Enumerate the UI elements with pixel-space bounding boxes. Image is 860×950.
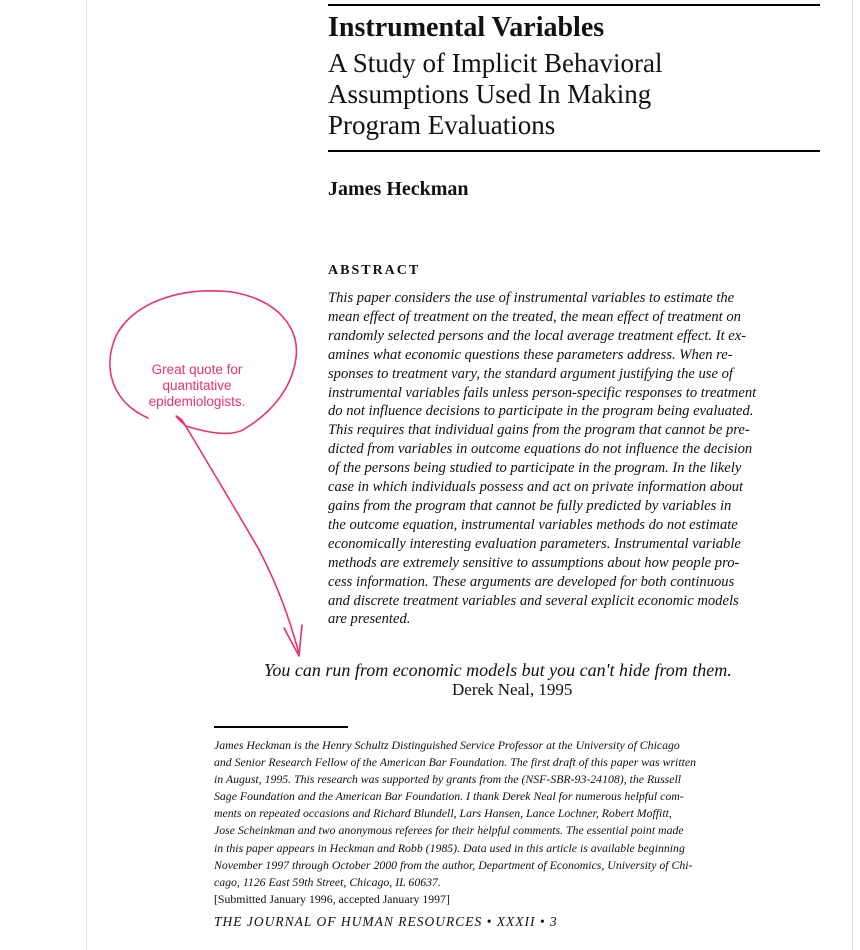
- note-line: Great quote for: [151, 362, 243, 377]
- subtitle-line: A Study of Implicit Behavioral: [328, 48, 663, 78]
- footnote-line: cago, 1126 East 59th Street, Chicago, IL 60637.: [214, 874, 441, 889]
- abstract-line: randomly selected persons and the local average treatment effect. It ex-: [328, 327, 747, 344]
- page-right-border: [852, 0, 853, 950]
- title-rule: [328, 150, 820, 152]
- abstract-line: and discrete treatment variables and several explicit economic models: [328, 592, 739, 609]
- footnote-line: Jose Scheinkman and two anonymous referees for their helpful comments. The essential point made: [214, 823, 684, 838]
- abstract-line: cess information. These arguments are developed for both continuous: [328, 573, 735, 590]
- footnote-line: Sage Foundation and the American Bar Foundation. I thank Derek Neal for numerous helpful com-: [214, 789, 684, 804]
- abstract-line: instrumental variables fails unless person-specific responses to treatment: [328, 384, 757, 401]
- submission-dates: [Submitted January 1996, accepted January 1997]: [214, 891, 450, 906]
- journal-footer: THE JOURNAL OF HUMAN RESOURCES • XXXII • 3: [214, 914, 558, 929]
- epigraph-attribution: Derek Neal, 1995: [452, 680, 573, 699]
- abstract-line: dicted from variables in outcome equations do not influence the decision: [328, 441, 753, 458]
- abstract-line: methods are extremely sensitive to assumptions about how people pro-: [328, 554, 740, 571]
- author-footnote: [214, 737, 834, 908]
- margin-note: [134, 362, 260, 410]
- abstract-line: of the persons being studied to participate in the program. In the likely: [328, 460, 742, 477]
- top-rule: [328, 4, 820, 6]
- abstract-line: the outcome equation, instrumental variables methods do not estimate: [328, 516, 738, 533]
- abstract-line: sponses to treatment vary, the standard argument justifying the use of: [328, 365, 733, 382]
- abstract-line: are presented.: [328, 611, 411, 628]
- abstract-line: case in which individuals possess and act on private information about: [328, 479, 744, 496]
- abstract-line: amines what economic questions these parameters address. When re-: [328, 346, 733, 363]
- footnote-rule: [214, 726, 348, 728]
- footnote-line: and Senior Research Fellow of the American Bar Foundation. The first draft of this paper was written: [214, 755, 697, 770]
- note-line: quantitative: [162, 378, 232, 393]
- abstract-line: This requires that individual gains from the program that cannot be pre-: [328, 422, 750, 439]
- paper-subtitle: [328, 48, 808, 141]
- abstract-line: mean effect of treatment on the treated, the mean effect of treatment on: [328, 308, 741, 325]
- epigraph-quote: You can run from economic models but you can't hide from them.: [264, 660, 732, 680]
- abstract-line: gains from the program that cannot be fully predicted by variables in: [328, 497, 732, 514]
- page-left-border: [86, 0, 87, 950]
- annotation-arrowhead: [284, 625, 302, 656]
- subtitle-line: Assumptions Used In Making: [328, 79, 652, 109]
- footnote-line: in this paper appears in Heckman and Robb (1985). Data used in this article is available beginning: [214, 840, 685, 855]
- abstract-text: [328, 289, 828, 629]
- abstract-heading: ABSTRACT: [328, 263, 421, 278]
- abstract-line: do not influence decisions to participate in the program being evaluated.: [328, 403, 754, 420]
- footnote-line: in August, 1995. This research was supported by grants from the (NSF-SBR-93-24108), the Russell: [214, 772, 682, 787]
- footnote-line: ments on repeated occasions and Richard Blundell, Lars Hansen, Lance Lochner, Robert Moffitt,: [214, 806, 672, 821]
- footnote-line: November 1997 through October 2000 from the author, Department of Economics, University of Chi-: [214, 857, 693, 872]
- author-name: James Heckman: [328, 178, 469, 200]
- annotation-arrow-line: [176, 416, 299, 654]
- abstract-line: This paper considers the use of instrumental variables to estimate the: [328, 290, 735, 306]
- note-line: epidemiologists.: [148, 394, 246, 409]
- subtitle-line: Program Evaluations: [328, 110, 556, 140]
- paper-title: Instrumental Variables: [328, 12, 605, 43]
- footnote-line: James Heckman is the Henry Schultz Distinguished Service Professor at the University of Chicago: [214, 738, 680, 752]
- abstract-line: economically interesting evaluation parameters. Instrumental variable: [328, 535, 741, 552]
